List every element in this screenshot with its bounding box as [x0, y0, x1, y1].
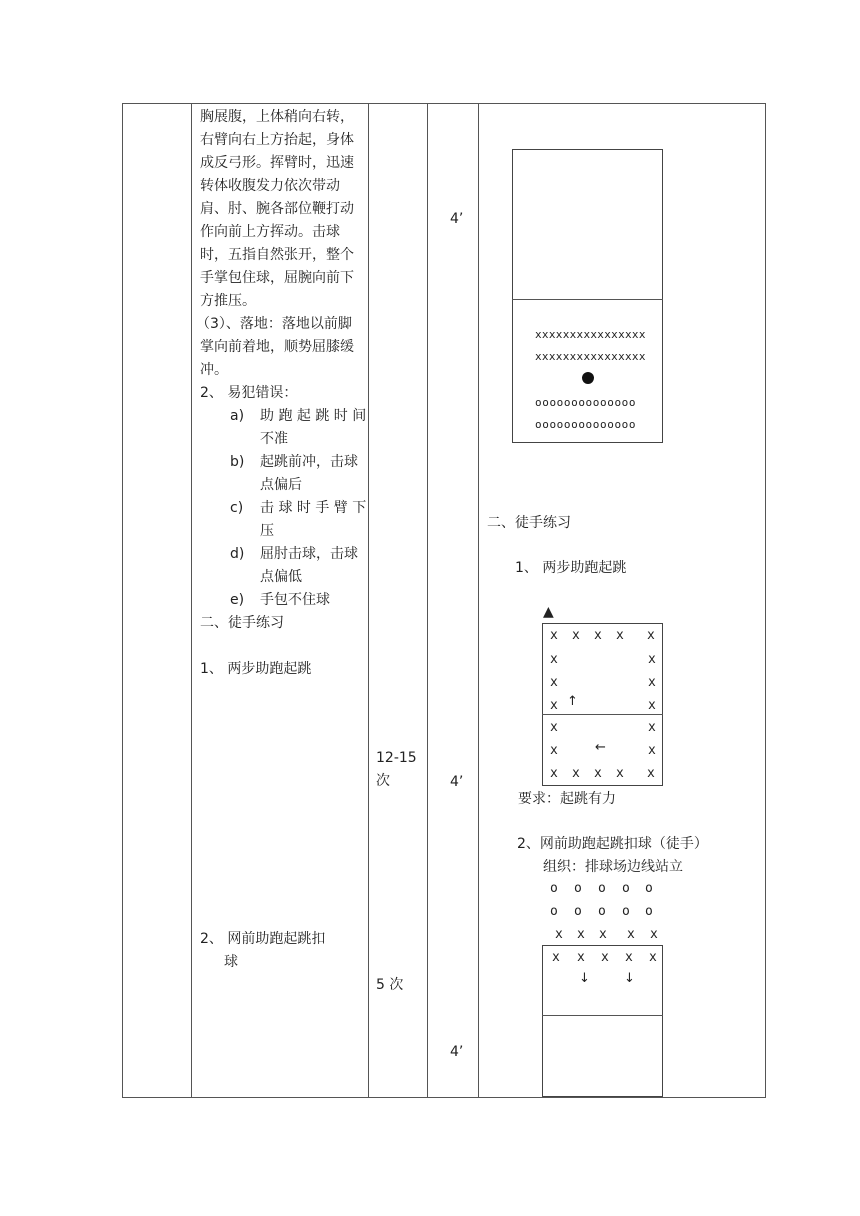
arrow-up-icon: ↑	[567, 694, 578, 709]
player-o: o	[550, 904, 558, 919]
player-x: x	[577, 927, 585, 942]
table-border-bottom	[122, 1097, 766, 1098]
exercise-item-1: 1、 两步助跑起跳	[515, 560, 627, 576]
error-text: 点偏后	[260, 477, 302, 493]
court-diagram-2	[542, 623, 663, 786]
error-text: 起跳前冲，击球	[260, 454, 358, 470]
time-value: 4’	[450, 211, 464, 227]
exercise-item-2: 2、 网前助跑起跳扣	[200, 931, 326, 947]
exercise-item-2-cont: 球	[224, 954, 238, 970]
error-letter: d)	[230, 546, 245, 562]
player-x: x	[550, 675, 558, 690]
error-text: 压	[260, 523, 274, 539]
triangle-icon: ▲	[543, 604, 554, 620]
error-text: 助 跑 起 跳 时 间	[260, 408, 367, 424]
text-line: 时，五指自然张开，整个	[200, 247, 354, 263]
court-diagram-3	[542, 945, 663, 1097]
arrow-down-icon: ↓	[624, 971, 635, 986]
count-value: 5 次	[376, 977, 404, 993]
text-line: 掌向前着地，顺势屈膝缓	[200, 339, 354, 355]
net-line	[542, 1015, 663, 1016]
text-line: 胸展腹，上体稍向右转，	[200, 109, 354, 125]
net-line	[512, 299, 663, 300]
error-letter: a)	[230, 408, 245, 424]
player-x: x	[648, 652, 656, 667]
text-line: 方推压。	[200, 293, 256, 309]
error-text: 不准	[260, 431, 288, 447]
player-x: x	[577, 950, 585, 965]
player-o: o	[598, 881, 606, 896]
column-divider-3	[427, 103, 428, 1098]
column-divider-2	[368, 103, 369, 1098]
text-line: （3）、落地：落地以前脚	[196, 316, 352, 332]
player-o: o	[622, 904, 630, 919]
player-x: x	[572, 628, 580, 643]
player-x: x	[555, 927, 563, 942]
player-x: x	[616, 766, 624, 781]
error-letter: b)	[230, 454, 245, 470]
player-x: x	[627, 927, 635, 942]
player-o: o	[574, 904, 582, 919]
player-row-x: xxxxxxxxxxxxxxxx	[535, 350, 646, 363]
player-x: x	[648, 743, 656, 758]
net-line	[542, 714, 663, 715]
text-line: 作向前上方挥动。击球	[200, 224, 340, 240]
player-x: x	[550, 628, 558, 643]
player-x: x	[616, 628, 624, 643]
player-x: x	[594, 766, 602, 781]
exercise-item-1: 1、 两步助跑起跳	[200, 661, 312, 677]
player-x: x	[550, 743, 558, 758]
time-value: 4’	[450, 1044, 464, 1060]
table-border-left	[122, 103, 123, 1098]
player-o: o	[598, 904, 606, 919]
player-x: x	[647, 628, 655, 643]
text-line: 转体收腹发力依次带动	[200, 178, 340, 194]
error-letter: c)	[230, 500, 244, 516]
error-text: 击 球 时 手 臂 下	[260, 500, 367, 516]
player-o: o	[550, 881, 558, 896]
requirement-text: 要求：起跳有力	[518, 791, 616, 807]
player-x: x	[550, 720, 558, 735]
arrow-left-icon: ←	[595, 740, 606, 755]
time-value: 4’	[450, 774, 464, 790]
section-heading: 二、徒手练习	[200, 615, 284, 631]
count-value: 12-15	[376, 750, 417, 766]
player-x: x	[647, 766, 655, 781]
text-line: 冲。	[200, 362, 228, 378]
player-o: o	[645, 881, 653, 896]
section-heading: 二、徒手练习	[487, 515, 571, 531]
player-row-x: xxxxxxxxxxxxxxxx	[535, 328, 646, 341]
text-line: 肩、肘、腕各部位鞭打动	[200, 201, 354, 217]
player-x: x	[572, 766, 580, 781]
player-row-o: oooooooooooooo	[535, 396, 637, 409]
column-divider-1	[191, 103, 192, 1098]
player-row-o: oooooooooooooo	[535, 418, 637, 431]
player-o: o	[622, 881, 630, 896]
player-x: x	[550, 698, 558, 713]
ball-icon	[582, 372, 594, 384]
error-letter: e)	[230, 592, 245, 608]
player-x: x	[599, 927, 607, 942]
player-x: x	[550, 766, 558, 781]
error-text: 屈肘击球，击球	[260, 546, 358, 562]
player-x: x	[648, 720, 656, 735]
player-o: o	[574, 881, 582, 896]
player-x: x	[625, 950, 633, 965]
error-text: 点偏低	[260, 569, 302, 585]
player-o: o	[645, 904, 653, 919]
table-border-right	[765, 103, 766, 1098]
player-x: x	[648, 675, 656, 690]
player-x: x	[552, 950, 560, 965]
text-line: 右臂向右上方抬起，身体	[200, 132, 354, 148]
player-x: x	[550, 652, 558, 667]
player-x: x	[650, 927, 658, 942]
player-x: x	[601, 950, 609, 965]
arrow-down-icon: ↓	[579, 971, 590, 986]
text-line: 成反弓形。挥臂时，迅速	[200, 155, 354, 171]
text-line: 手掌包住球，屈腕向前下	[200, 270, 354, 286]
column-divider-4	[478, 103, 479, 1098]
player-x: x	[649, 950, 657, 965]
exercise-item-2: 2、网前助跑起跳扣球（徒手）	[517, 836, 708, 852]
player-x: x	[594, 628, 602, 643]
player-x: x	[648, 698, 656, 713]
count-unit: 次	[376, 773, 390, 789]
table-border-top	[122, 103, 766, 104]
errors-heading: 2、 易犯错误：	[200, 385, 298, 401]
organization-text: 组织：排球场边线站立	[543, 859, 683, 875]
error-text: 手包不住球	[260, 592, 330, 608]
